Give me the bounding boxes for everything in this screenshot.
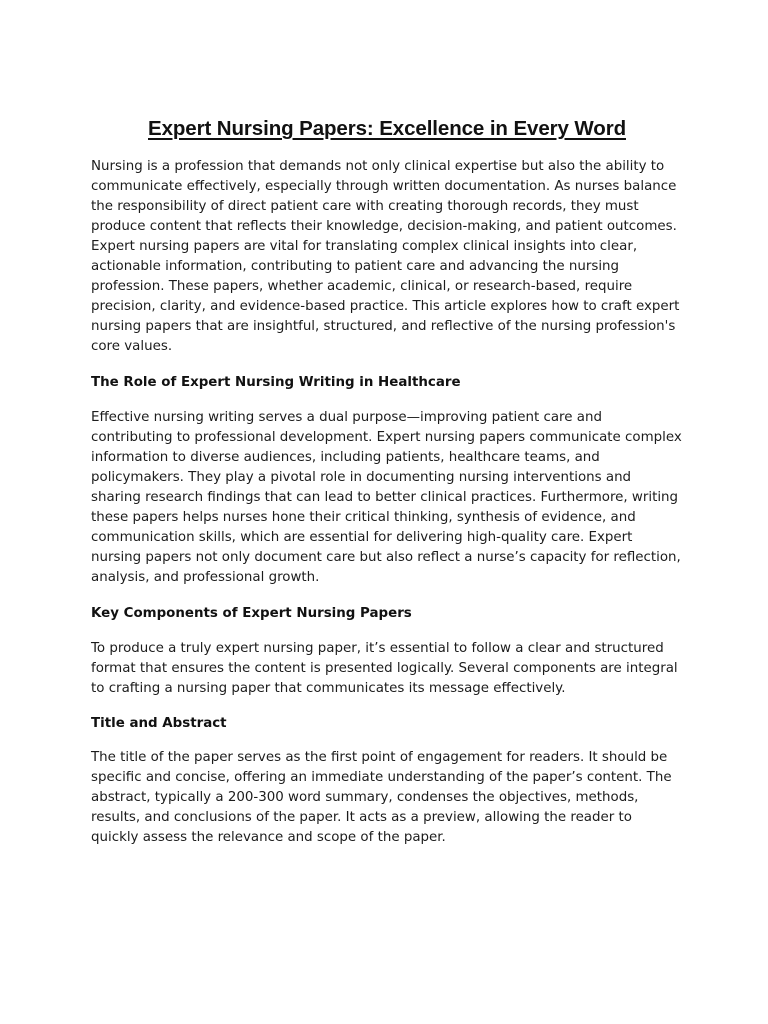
- subsection-body-title-abstract: The title of the paper serves as the first point of engagement for readers. It should be specific and concise, offering an immediate understanding of the paper’s content. The abstract, typically a 200-300 word summary, condenses the objectives, methods, results, and conclusions of the paper. It acts as a preview, allowing the reader to quickly assess the relevance and scope of the paper.: [91, 749, 672, 846]
- document-title: Expert Nursing Papers: Excellence in Every Word: [148, 117, 626, 140]
- intro-paragraph: Nursing is a profession that demands not only clinical expertise but also the ability to communicate effectively, especially through written documentation. As nurses balance the responsibility of direct patient care with creating thorough records, they must produce content that reflects their knowledge, decision-making, and patient outcomes. Expert nursing papers are vital for translating complex clinical insights into clear, actionable information, contributing to patient care and advancing the nursing profession. These papers, whether academic, clinical, or research-based, require precision, clarity, and evidence-based practice. This article explores how to craft expert nursing papers that are insightful, structured, and reflective of the nursing profession's core values.: [91, 158, 680, 355]
- section-body-key-components: To produce a truly expert nursing paper, it’s essential to follow a clear and structured format that ensures the content is presented logically. Several components are integral to crafting a nursing paper that communicates its message effectively.: [91, 640, 678, 696]
- section-body-role: Effective nursing writing serves a dual purpose—improving patient care and contributing to professional development. Expert nursing papers communicate complex information to diverse audiences, including patients, healthcare teams, and policymakers. They play a pivotal role in documenting nursing interventions and sharing research findings that can lead to better clinical practices. Furthermore, writing these papers helps nurses hone their critical thinking, synthesis of evidence, and communication skills, which are essential for delivering high-quality care. Expert nursing papers not only document care but also reflect a nurse’s capacity for reflection, analysis, and professional growth.: [91, 409, 682, 586]
- subsection-heading-title-abstract: Title and Abstract: [91, 715, 227, 731]
- document-body: [91, 116, 683, 848]
- section-heading-key-components: Key Components of Expert Nursing Papers: [91, 605, 412, 621]
- section-heading-role: The Role of Expert Nursing Writing in Healthcare: [91, 374, 461, 390]
